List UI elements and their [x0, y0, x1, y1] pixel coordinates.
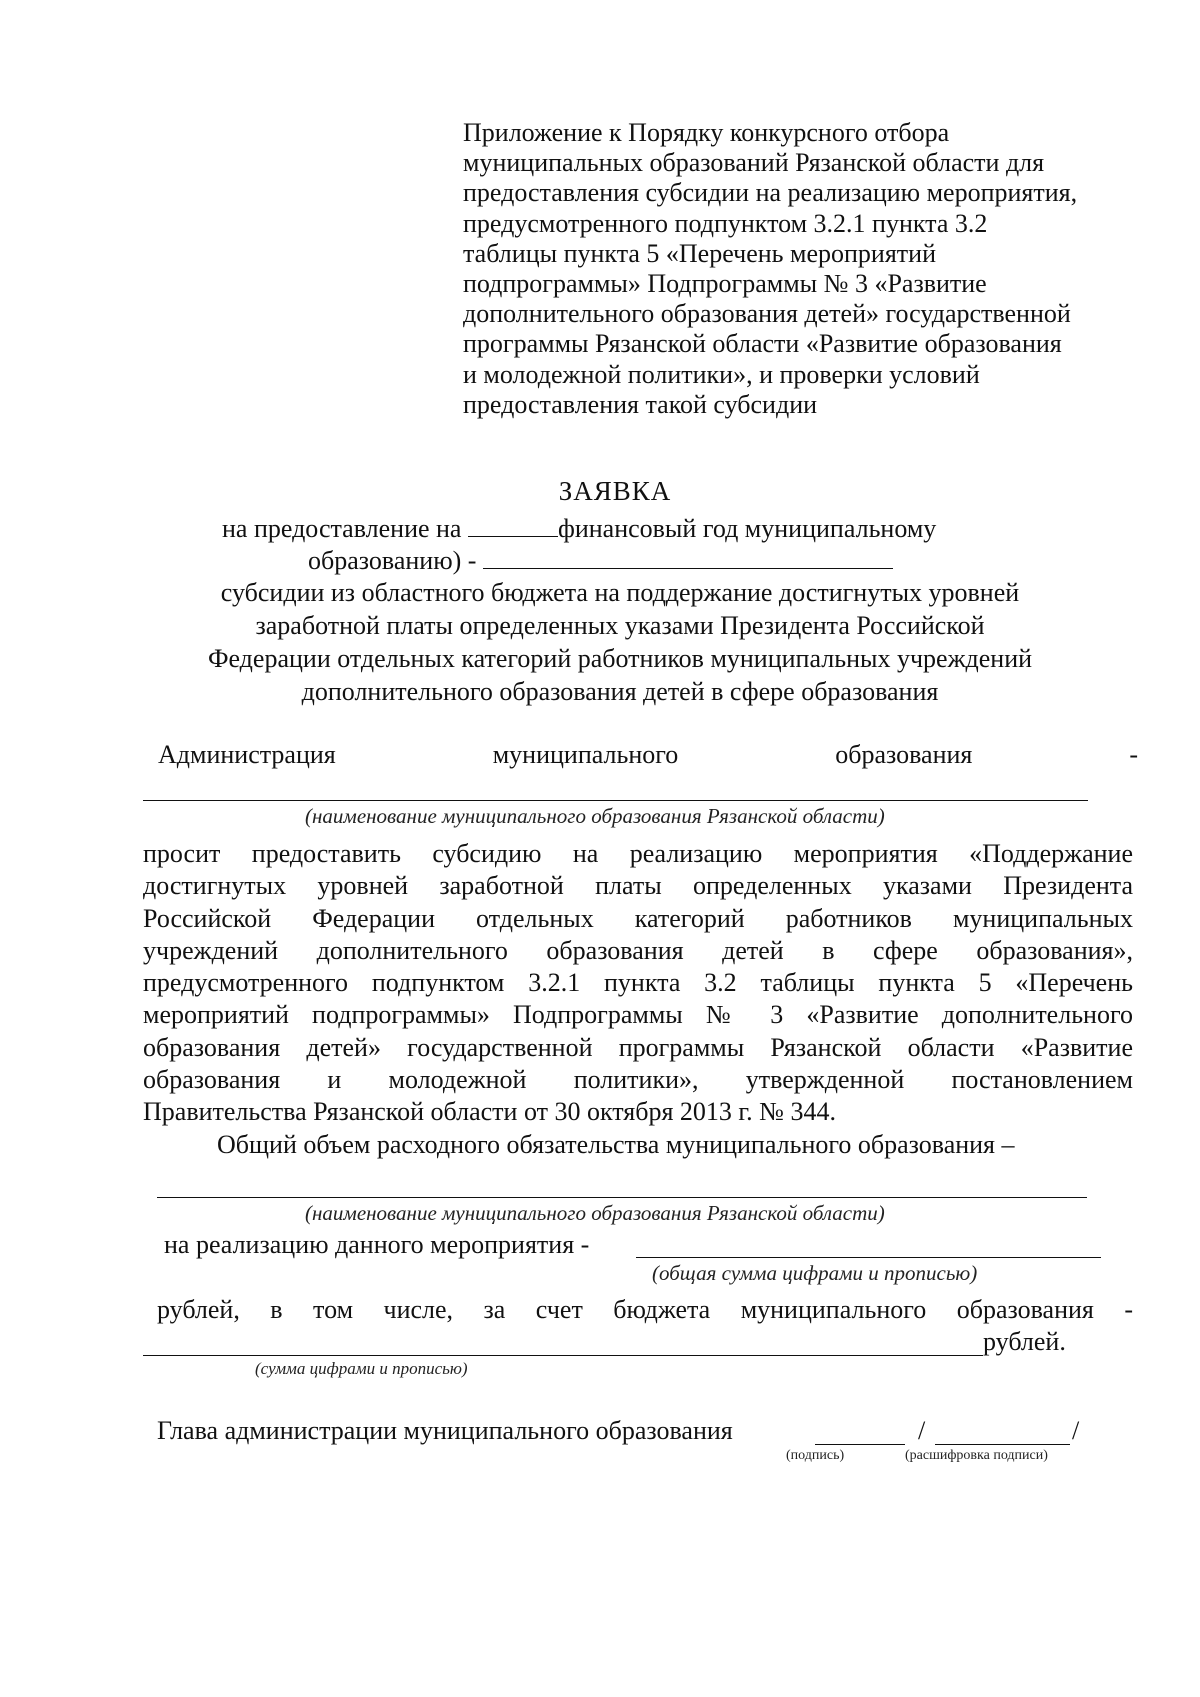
subtitle-line-2 [308, 546, 893, 576]
subtitle-line: заработной платы определенных указами Президента Российской [255, 611, 985, 640]
total-amount-line[interactable] [636, 1257, 1101, 1258]
body-line: Российской Федерации отдельных категорий работников муниципальных [143, 903, 1133, 933]
administration-row [158, 740, 1138, 770]
signature-line[interactable] [815, 1444, 905, 1445]
body-line: предусмотренного подпунктом 3.2.1 пункта 3.2 таблицы пункта 5 «Перечень [143, 968, 1133, 998]
admin-word: - [1129, 740, 1138, 769]
municipality-name-line[interactable] [143, 800, 1088, 801]
municipality-caption: (наименование муниципального образования Рязанской области) [305, 804, 885, 828]
appendix-line: предоставления такой субсидии [463, 389, 818, 419]
appendix-line: предусмотренного подпунктом 3.2.1 пункта 3.2 [463, 208, 988, 238]
municipality-name-line-2[interactable] [157, 1197, 1087, 1198]
subtitle-line: субсидии из областного бюджета на поддержание достигнутых уровней [220, 578, 1020, 607]
implementation-label: на реализацию данного мероприятия - [164, 1230, 590, 1259]
year-blank[interactable] [468, 535, 558, 537]
body-line: просит предоставить субсидию на реализацию мероприятия «Поддержание [143, 839, 1133, 868]
subtitle-line: Федерации отдельных категорий работников муниципальных учреждений [207, 644, 1033, 673]
admin-word: Администрация [158, 740, 336, 769]
body-line: Правительства Рязанской области от 30 октября 2013 г. № 344. [143, 1097, 836, 1127]
municipality-caption-2: (наименование муниципального образования Рязанской области) [305, 1201, 885, 1225]
appendix-header [463, 118, 1163, 420]
budget-amount-caption: (сумма цифрами и прописью) [255, 1359, 468, 1378]
slash-2: / [1072, 1416, 1080, 1445]
subtitle-part: на предоставление на [222, 514, 462, 543]
body-line: достигнутых уровней заработной платы определенных указами Президента [143, 871, 1133, 901]
request-paragraph [143, 838, 1133, 1129]
appendix-line: Приложение к Порядку конкурсного отбора [463, 118, 950, 147]
subtitle-line-1 [222, 514, 936, 544]
appendix-line: муниципальных образований Рязанской области для [463, 148, 1045, 178]
appendix-line: дополнительного образования детей» государственной [463, 299, 1071, 329]
admin-word: образования [835, 740, 973, 769]
admin-word: муниципального [492, 740, 679, 769]
document-title: ЗАЯВКА [558, 476, 672, 506]
rubles-line: рублей, в том числе, за счет бюджета муниципального образования - [157, 1295, 1133, 1324]
appendix-line: и молодежной политики», и проверки условий [463, 359, 980, 389]
subtitle-part: образованию) - [308, 546, 477, 575]
subtitle-line: дополнительного образования детей в сфере образования [301, 677, 939, 706]
body-line: мероприятий подпрограммы» Подпрограммы № 3 «Развитие дополнительного [143, 1000, 1133, 1030]
appendix-line: подпрограммы» Подпрограммы № 3 «Развитие [463, 269, 987, 299]
subtitle-part: финансовый год муниципальному [557, 514, 937, 543]
decoding-caption: (расшифровка подписи) [905, 1448, 1048, 1463]
signature-caption: (подпись) [786, 1448, 845, 1463]
body-line: образования и молодежной политики», утвержденной постановлением [143, 1065, 1133, 1095]
body-line: учреждений дополнительного образования детей в сфере образования», [143, 935, 1133, 965]
head-label: Глава администрации муниципального образования [157, 1416, 733, 1445]
municipality-blank[interactable] [483, 567, 893, 569]
total-amount-caption: (общая сумма цифрами и прописью) [652, 1261, 978, 1285]
appendix-line: предоставления субсидии на реализацию мероприятия, [463, 178, 1078, 208]
slash-1: / [918, 1416, 926, 1445]
rubles-end: рублей. [983, 1327, 1066, 1356]
body-line: образования детей» государственной программы Рязанской области «Развитие [143, 1032, 1133, 1062]
appendix-line: программы Рязанской области «Развитие образования [463, 329, 1062, 359]
budget-amount-line[interactable] [143, 1355, 983, 1356]
appendix-line: таблицы пункта 5 «Перечень мероприятий [463, 238, 936, 268]
total-obligation-line: Общий объем расходного обязательства муниципального образования – [217, 1130, 1015, 1159]
decoding-line[interactable] [935, 1444, 1070, 1445]
